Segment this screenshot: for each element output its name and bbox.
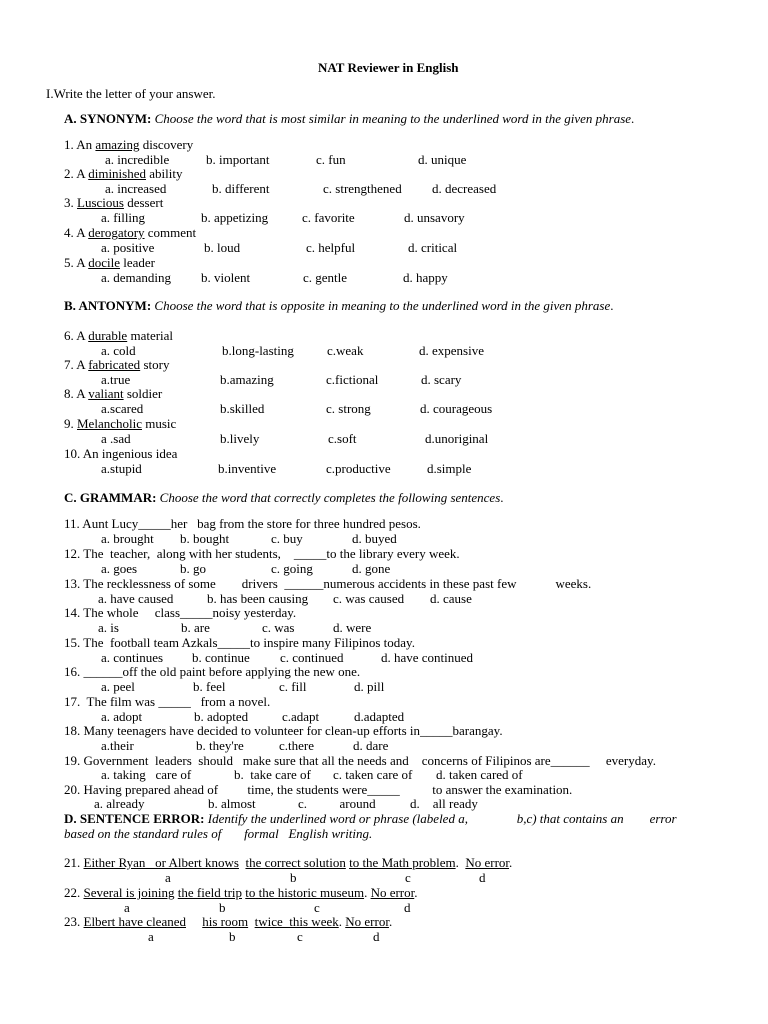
option-18b: b. they're (196, 738, 244, 753)
option-7b: b.amazing (220, 372, 274, 387)
question-8: 8. A valiant soldier (64, 386, 163, 401)
option-1a: a. incredible (105, 152, 170, 167)
option-2d: d. decreased (432, 181, 497, 196)
option-14d: d. were (333, 620, 372, 635)
option-3d: d. unsavory (404, 210, 465, 225)
option-14a: a. is (98, 620, 119, 635)
question-2: 2. A diminished ability (64, 166, 183, 181)
option-7d: d. scary (421, 372, 462, 387)
option-6d: d. expensive (419, 343, 484, 358)
option-2a: a. increased (105, 181, 167, 196)
section-d-heading: D. SENTENCE ERROR: Identify the underlined word or phrase (labeled a, b,c) that contains an error (64, 811, 677, 826)
option-9c: c.soft (328, 431, 357, 446)
option-1c: c. fun (316, 152, 346, 167)
question-10: 10. An ingenious idea (64, 446, 178, 461)
option-2b: b. different (212, 181, 270, 196)
option-15c: c. continued (280, 650, 344, 665)
option-19a: a. taking care of (101, 767, 192, 782)
option-18c: c.there (279, 738, 315, 753)
option-1b: b. important (206, 152, 270, 167)
label-22b: b (219, 900, 226, 915)
question-20: 20. Having prepared ahead of time, the students were_____ to answer the examination. (64, 782, 573, 797)
option-11c: c. buy (271, 531, 303, 546)
question-22: 22. Several is joining the field trip to the historic museum. No error. (64, 885, 418, 900)
question-4: 4. A derogatory comment (64, 225, 197, 240)
option-17d: d.adapted (354, 709, 405, 724)
option-12c: c. going (271, 561, 313, 576)
label-21a: a (165, 870, 171, 885)
question-18: 18. Many teenagers have decided to volunteer for clean-up efforts in_____barangay. (64, 723, 503, 738)
option-12a: a. goes (101, 561, 138, 576)
option-4b: b. loud (204, 240, 241, 255)
question-14: 14. The whole class_____noisy yesterday. (64, 605, 297, 620)
option-11b: b. bought (180, 531, 230, 546)
option-7a: a.true (101, 372, 131, 387)
option-14b: b. are (181, 620, 210, 635)
question-11: 11. Aunt Lucy_____her bag from the store for three hundred pesos. (64, 516, 421, 531)
option-8c: c. strong (326, 401, 371, 416)
option-6c: c.weak (327, 343, 364, 358)
question-9: 9. Melancholic music (64, 416, 177, 431)
option-10d: d.simple (427, 461, 472, 476)
label-23b: b (229, 929, 236, 944)
section-b-heading: B. ANTONYM: Choose the word that is opposite in meaning to the underlined word in the given phrase. (64, 298, 614, 313)
question-3: 3. Luscious dessert (64, 195, 164, 210)
option-8a: a.scared (101, 401, 144, 416)
main-instruction: I.Write the letter of your answer. (46, 86, 216, 101)
option-7c: c.fictional (326, 372, 379, 387)
question-12: 12. The teacher, along with her students, _____to the library every week. (64, 546, 460, 561)
option-20c: c. around (298, 796, 376, 811)
option-16b: b. feel (193, 679, 226, 694)
option-9b: b.lively (220, 431, 260, 446)
question-19: 19. Government leaders should make sure that all the needs and concerns of Filipinos are______ everyday. (64, 753, 656, 768)
option-1d: d. unique (418, 152, 467, 167)
option-15d: d. have continued (381, 650, 474, 665)
option-4a: a. positive (101, 240, 155, 255)
option-8b: b.skilled (220, 401, 265, 416)
question-13: 13. The recklessness of some drivers ______numerous accidents in these past few weeks. (64, 576, 592, 591)
question-5: 5. A docile leader (64, 255, 155, 270)
option-4c: c. helpful (306, 240, 356, 255)
option-19d: d. taken cared of (436, 767, 523, 782)
option-10c: c.productive (326, 461, 391, 476)
option-13c: c. was caused (333, 591, 405, 606)
option-5d: d. happy (403, 270, 448, 285)
option-5c: c. gentle (303, 270, 348, 285)
question-16: 16. ______off the old paint before applying the new one. (64, 664, 361, 679)
option-4d: d. critical (408, 240, 458, 255)
question-1: 1. An amazing discovery (64, 137, 194, 152)
section-c-heading: C. GRAMMAR: Choose the word that correctly completes the following sentences. (64, 490, 504, 505)
label-22a: a (124, 900, 130, 915)
option-17c: c.adapt (282, 709, 320, 724)
label-23d: d (373, 929, 380, 944)
option-15b: b. continue (192, 650, 250, 665)
question-21: 21. Either Ryan or Albert knows the correct solution to the Math problem. No error. (64, 855, 513, 870)
question-15: 15. The football team Azkals_____to inspire many Filipinos today. (64, 635, 415, 650)
option-17a: a. adopt (101, 709, 143, 724)
option-12b: b. go (180, 561, 206, 576)
option-10a: a.stupid (101, 461, 142, 476)
option-16c: c. fill (279, 679, 307, 694)
option-5b: b. violent (201, 270, 251, 285)
option-13b: b. has been causing (207, 591, 309, 606)
option-17b: b. adopted (194, 709, 249, 724)
question-23: 23. Elbert have cleaned his room twice this week. No error. (64, 914, 393, 929)
question-7: 7. A fabricated story (64, 357, 170, 372)
option-16d: d. pill (354, 679, 385, 694)
option-18a: a.their (101, 738, 134, 753)
label-23c: c (297, 929, 303, 944)
option-16a: a. peel (101, 679, 135, 694)
option-13d: d. cause (430, 591, 472, 606)
section-a-heading: A. SYNONYM: Choose the word that is most similar in meaning to the underlined word in the given phrase. (64, 111, 635, 126)
label-22d: d (404, 900, 411, 915)
option-15a: a. continues (101, 650, 164, 665)
option-20a: a. already (94, 796, 145, 811)
label-21c: c (405, 870, 411, 885)
option-3c: c. favorite (302, 210, 355, 225)
label-22c: c (314, 900, 320, 915)
option-9d: d.unoriginal (425, 431, 489, 446)
option-6b: b.long-lasting (222, 343, 294, 358)
option-19c: c. taken care of (333, 767, 413, 782)
page-title: NAT Reviewer in English (318, 60, 459, 75)
option-10b: b.inventive (218, 461, 277, 476)
question-6: 6. A durable material (64, 328, 174, 343)
option-13a: a. have caused (98, 591, 174, 606)
option-20d: d. all ready (410, 796, 478, 811)
option-19b: b. take care of (234, 767, 311, 782)
option-14c: c. was (262, 620, 295, 635)
question-17: 17. The film was _____ from a novel. (64, 694, 271, 709)
label-21b: b (290, 870, 297, 885)
label-23a: a (148, 929, 154, 944)
label-21d: d (479, 870, 486, 885)
option-3a: a. filling (101, 210, 146, 225)
option-5a: a. demanding (101, 270, 172, 285)
option-6a: a. cold (101, 343, 136, 358)
option-11a: a. brought (101, 531, 154, 546)
option-20b: b. almost (208, 796, 256, 811)
option-9a: a .sad (101, 431, 131, 446)
option-2c: c. strengthened (323, 181, 402, 196)
section-d-instruction-cont: based on the standard rules of formal English writing. (64, 826, 373, 841)
option-3b: b. appetizing (201, 210, 269, 225)
option-12d: d. gone (352, 561, 391, 576)
option-18d: d. dare (353, 738, 389, 753)
option-8d: d. courageous (420, 401, 493, 416)
option-11d: d. buyed (352, 531, 397, 546)
